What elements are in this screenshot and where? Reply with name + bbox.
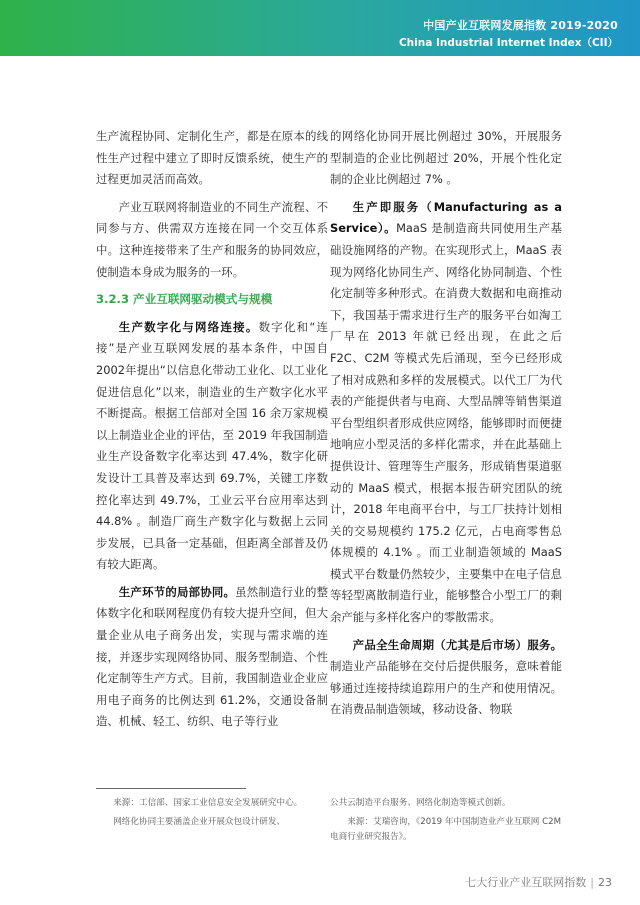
paragraph-text: 虽然制造行业的整体数字化和联网程度仍有较大提升空间，但大量企业从电子商务出发，实现与需求端的连接，并逐步实现网络协同、服务型制造、个性化定制等生产方式。目前，我国制造业企业应用电子商务的比例达到 61.2%，交通设备制造、机械、轻工、纺织、电子等行业 — [96, 584, 328, 729]
footnotes-right — [330, 796, 562, 845]
paragraph-text: 数字化和“连接”是产业互联网发展的基本条件，中国自2002年提出“以信息化带动工业化、以工业化促进信息化”以来，制造业的生产数字化水平不断提高。根据工信部对全国 16 余万家规模以上制造业企业的评估，至 2019 年我国制造业生产设备数字化率达到 47.4%，数字化研发设计工具普及率达到 69.7%，关键工序数控化率达到 49.7%，工业云平台应用率达到 44.8% 。制造厂商生产数字化与数据上云同步发展，已具备一定基础，但距离全部普及仍有较大距离。 — [96, 319, 328, 572]
footnote: 来源：工信部、国家工业信息安全发展研究中心。 — [113, 798, 303, 808]
paragraph-text: MaaS 是制造商共同使用生产基础设施网络的产物。在实现形式上，MaaS 表现为网络化协同生产、网络化协同制造、个性化定制等多种形式。在消费大数据和电商推动下，我国基于需求进行生产的服务平台如淘工厂早在 2013 年就已经出现，在此之后 F2C、C2M 等模式先后涌现，至今已经形成了相对成熟和多样的发展模式。以代工厂为代表的产能提供者与电商、大型品牌等销售渠道平台型组织者形成供应网络，能够即时而便捷地响应小型灵活的多样化需求，并在此基础上提供设计、管理等生产服务，形成销售渠道驱动的 MaaS 模式，根据本报告研究团队的统计，2018 年电商平台中，与工厂扶持计划相关的交易规模约 175.2 亿元，占电商零售总体规模的 4.1% 。而工业制造领域的 MaaS 模式平台数量仍然较少，主要集中在电子信息等轻型离散制造行业，能够整合小型工厂的剩余产能与多样化客户的零散需求。 — [330, 221, 563, 625]
footer-separator: | — [590, 876, 594, 889]
bold-lead: 产品全生命周期（尤其是后市场）服务。 — [352, 637, 562, 652]
paragraph — [96, 317, 328, 576]
bold-lead: 生产环节的局部协同。 — [118, 584, 236, 599]
header-title: 中国产业互联网发展指数 2019-2020 — [423, 19, 618, 32]
right-column — [330, 126, 562, 721]
left-column — [96, 126, 328, 733]
page-footer — [465, 874, 612, 890]
paragraph-text: 制造业产品能够在交付后提供服务，意味着能够通过连接持续追踪用户的生产和使用情况。在消费品制造领域，移动设备、物联 — [330, 659, 562, 717]
bold-lead: 生产即服务（Manufacturing as a Service）。 — [330, 199, 562, 236]
footnote: 公共云制造平台服务、网络化制造等模式创新。 — [330, 798, 511, 808]
bold-lead: 生产数字化与网络连接。 — [118, 319, 259, 334]
paragraph: 的网络化协同开展比例超过 30%，开展服务型制造的企业比例超过 20%，开展个性化定制的企业比例超过 7% 。 — [330, 129, 562, 187]
page-header-banner — [0, 0, 640, 56]
footnote-divider — [96, 788, 246, 789]
paragraph — [330, 635, 562, 721]
paragraph — [330, 197, 562, 629]
footnote: 来源：艾瑞咨询，《2019 年中国制造业产业互联网 C2M 电商行业研究报告》。 — [330, 817, 561, 842]
header-subtitle: China Industrial Internet Index（CII） — [398, 37, 618, 49]
page-number: 23 — [598, 876, 612, 889]
paragraph — [96, 582, 328, 733]
footer-text: 七大行业产业互联网指数 — [465, 876, 587, 889]
paragraph: 产业互联网将制造业的不同生产流程、不同参与方、供需双方连接在同一个交互体系中。这种连接带来了生产和服务的协同效应，使制造本身成为服务的一环。 — [96, 199, 328, 279]
paragraph: 生产流程协同、定制化生产，都是在原本的线性生产过程中建立了即时反馈系统，使生产的过程更加灵活而高效。 — [96, 129, 328, 187]
footnotes-left — [96, 796, 328, 830]
footnote: 网络化协同主要涵盖企业开展众包设计研发、 — [113, 817, 286, 827]
section-heading: 3.2.3 产业互联网驱动模式与规模 — [96, 292, 273, 307]
